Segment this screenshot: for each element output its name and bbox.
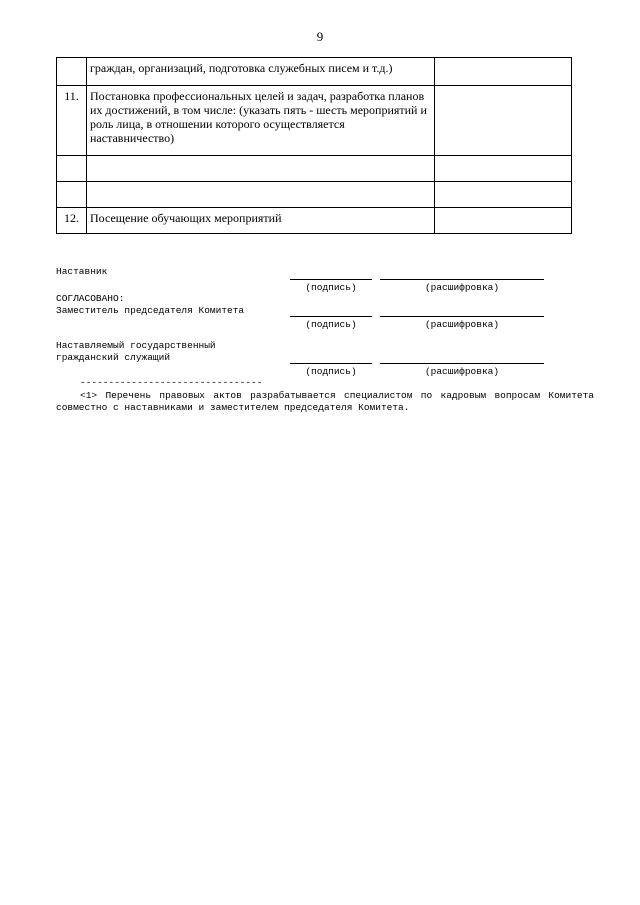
row-number: 12.: [57, 208, 87, 234]
table-row: [57, 182, 572, 208]
mentor-transcript-line: [380, 279, 544, 280]
mentee-transcript-line: [380, 363, 544, 364]
page-number: 9: [316, 29, 324, 44]
mentee-label-line2: гражданский служащий: [56, 352, 171, 363]
plan-table: [56, 57, 572, 234]
agreed-label: СОГЛАСОВАНО:: [56, 293, 125, 304]
transcript-caption: (расшифровка): [424, 366, 500, 377]
row-description: Посещение обучающих мероприятий: [87, 208, 435, 234]
row-description: граждан, организаций, подготовка служебных писем и т.д.): [87, 58, 435, 86]
row-result-cell: [435, 86, 572, 156]
row-description: Постановка профессиональных целей и задач, разработка планов их достижений, в том числе: (указать пять - шесть мероприятий и роль лица, в отношении которого осуществляется наставничество): [87, 86, 435, 156]
row-result-cell: [435, 182, 572, 208]
row-result-cell: [435, 156, 572, 182]
row-number: [57, 58, 87, 86]
row-description: [87, 182, 435, 208]
table-row: [57, 58, 572, 86]
deputy-signature-line: [290, 316, 372, 317]
table-row: [57, 156, 572, 182]
footnote: [56, 390, 594, 414]
row-description: [87, 156, 435, 182]
transcript-caption: (расшифровка): [424, 319, 500, 330]
row-result-cell: [435, 58, 572, 86]
deputy-label: Заместитель председателя Комитета: [56, 305, 245, 316]
row-number: [57, 182, 87, 208]
mentor-signature-line: [290, 279, 372, 280]
signature-caption: (подпись): [305, 366, 357, 377]
transcript-caption: (расшифровка): [424, 282, 500, 293]
signature-caption: (подпись): [305, 282, 357, 293]
footnote-text: <1> Перечень правовых актов разрабатывается специалистом по кадровым вопросам Комитета совместно с наставниками и заместителем председателя Комитета.: [56, 390, 594, 413]
deputy-transcript-line: [380, 316, 544, 317]
row-number: [57, 156, 87, 182]
table-row: [57, 208, 572, 234]
mentee-signature-line: [290, 363, 372, 364]
signature-caption: (подпись): [305, 319, 357, 330]
mentee-label-line1: Наставляемый государственный: [56, 340, 216, 351]
footnote-separator: --------------------------------: [80, 377, 263, 388]
mentor-label: Наставник: [56, 266, 108, 277]
row-result-cell: [435, 208, 572, 234]
row-number: 11.: [57, 86, 87, 156]
table-row: [57, 86, 572, 156]
